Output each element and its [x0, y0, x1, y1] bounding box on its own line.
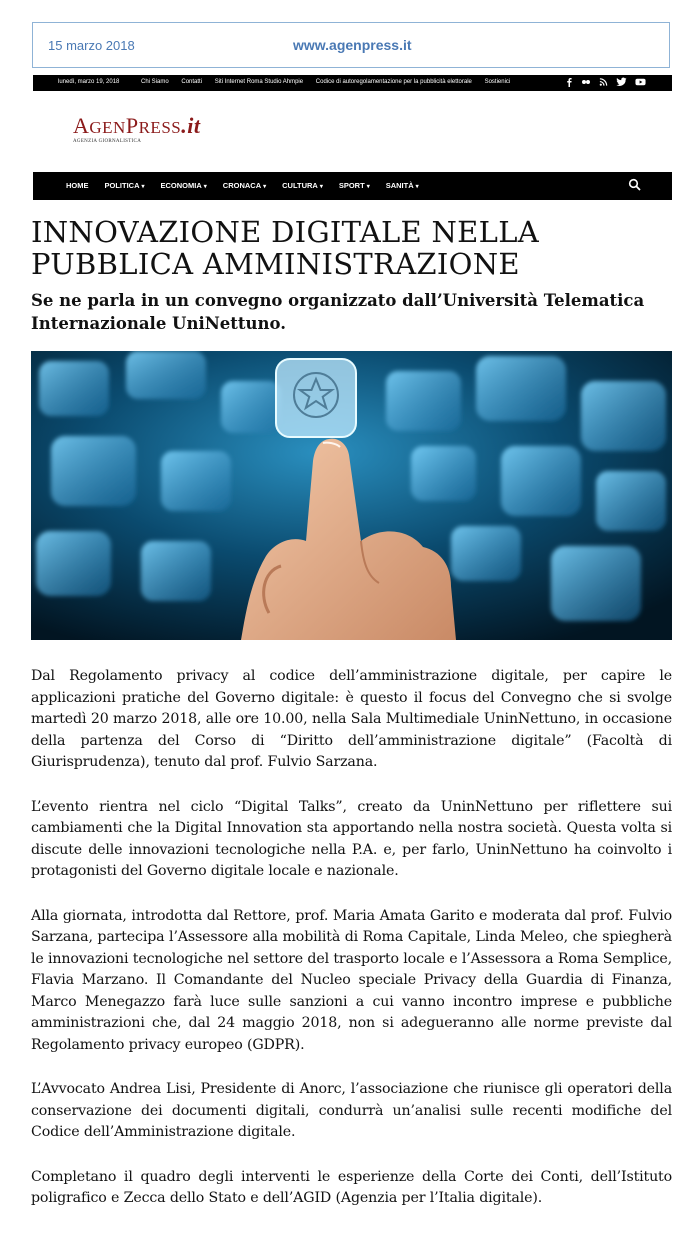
logo-gen: GEN: [89, 118, 126, 137]
nav-item-sanita[interactable]: [386, 181, 419, 190]
social-icons: [565, 77, 646, 87]
logo-tagline: AGENZIA GIORNALISTICA: [73, 139, 142, 144]
chevron-down-icon: ▾: [415, 184, 419, 190]
chevron-down-icon: ▾: [141, 184, 145, 190]
article-subtitle: Se ne parla in un convegno organizzato dall’Università Telematica Internazionale UniNettuno.: [31, 291, 645, 333]
nav-item-economia[interactable]: [161, 181, 207, 190]
nav-item-sport[interactable]: [339, 181, 370, 190]
nav-label: ECONOMIA: [160, 181, 202, 190]
article-paragraph: L’Avvocato Andrea Lisi, Presidente di Anorc, l’associazione che riunisce gli operatori della conservazione dei documenti digitali, condurrà un’analisi sulle recenti modifiche del Codice dell’Amministrazione digitale.: [31, 1081, 672, 1140]
nav-items: [66, 181, 435, 190]
chevron-down-icon: ▾: [319, 184, 323, 190]
youtube-icon[interactable]: [635, 77, 646, 87]
print-header: [32, 22, 670, 68]
nav-label: SANITÀ: [385, 181, 414, 190]
facebook-icon[interactable]: [565, 77, 573, 87]
nav-item-cronaca[interactable]: [223, 181, 266, 190]
chevron-down-icon: ▾: [263, 184, 267, 190]
top-bar-date: lunedì, marzo 19, 2018: [58, 79, 120, 85]
article-body: [31, 666, 672, 1233]
article-title: INNOVAZIONE DIGITALE NELLA PUBBLICA AMMINISTRAZIONE: [31, 215, 540, 281]
top-bar: [33, 75, 672, 91]
article-paragraph: Completano il quadro degli interventi le esperienze della Corte dei Conti, dell’Istituto poligrafico e Zecca dello Stato e dell’AGID (Agenzia per l’Italia digitale).: [31, 1168, 672, 1206]
top-link-siti-internet[interactable]: Siti Internet Roma Studio Ahmpie: [214, 79, 304, 85]
chevron-down-icon: ▾: [366, 184, 370, 190]
nav-label: CULTURA: [282, 181, 318, 190]
site-logo[interactable]: [73, 113, 200, 139]
nav-item-home[interactable]: [66, 181, 89, 190]
flickr-icon[interactable]: [581, 77, 591, 87]
nav-label: POLITICA: [104, 181, 140, 190]
logo-p: P: [125, 113, 139, 138]
nav-item-cultura[interactable]: [282, 181, 323, 190]
top-link-contatti[interactable]: Contatti: [181, 79, 203, 85]
article-paragraph: Alla giornata, introdotta dal Rettore, prof. Maria Amata Garito e moderata dal prof. Fulvio Sarzana, partecipa l’Assessore alla mobilità di Roma Capitale, Linda Meleo, che spiegherà le innovazioni tecnologiche nel settore del trasporto locale e l’Assessora a Roma Semplice, Flavia Marzano. Il Comandante del Nucleo speciale Privacy della Guardia di Finanza, Marco Menegazzo farà luce sulle sanzioni a cui vanno incontro imprese e pubbliche amministrazioni che, dal 24 maggio 2018, non si adegueranno alle norme previste dal Regolamento privacy europeo (GDPR).: [31, 907, 672, 1053]
nav-label: SPORT: [338, 181, 365, 190]
top-link-sostienici[interactable]: Sostienici: [484, 79, 511, 85]
top-link-chi-siamo[interactable]: Chi Siamo: [141, 79, 169, 85]
hero-illustration: [31, 351, 672, 640]
article-paragraph: Dal Regolamento privacy al codice dell’amministrazione digitale, per capire le applicazioni pratiche del Governo digitale: è questo il focus del Convegno che si svolge martedì 20 marzo 2018, alle ore 10.00, nella Sala Multimediale UninNettuno, in occasione della partenza del Corso di “Diritto dell’amministrazione digitale” (Facoltà di Giurisprudenza), tenuto dal prof. Fulvio Sarzana.: [31, 668, 672, 770]
nav-label: HOME: [66, 181, 89, 190]
chevron-down-icon: ▾: [203, 184, 207, 190]
rss-icon[interactable]: [599, 77, 608, 87]
logo-a: A: [73, 113, 90, 138]
logo-ress: RESS: [138, 118, 182, 137]
print-url[interactable]: www.agenpress.it: [293, 37, 412, 53]
hero-image: [31, 351, 672, 640]
top-link-codice[interactable]: Codice di autoregolamentazione per la pubblicità elettorale: [315, 79, 472, 85]
article-paragraph: L’evento rientra nel ciclo “Digital Talks”, creato da UninNettuno per riflettere sui cambiamenti che la Digital Innovation sta apportando nella nostra società. Questa volta si discute delle innovazioni tecnologiche nella P.A. e, per farlo, UninNettuno ha coinvolto i protagonisti del Governo digitale locale e nazionale.: [31, 798, 672, 879]
nav-item-politica[interactable]: [105, 181, 145, 190]
top-bar-links: [141, 79, 521, 85]
logo-it: .it: [181, 113, 201, 138]
search-icon[interactable]: [628, 178, 642, 192]
main-nav: [33, 172, 672, 200]
twitter-icon[interactable]: [616, 77, 627, 87]
nav-label: CRONACA: [222, 181, 262, 190]
print-date: 15 marzo 2018: [48, 38, 135, 53]
